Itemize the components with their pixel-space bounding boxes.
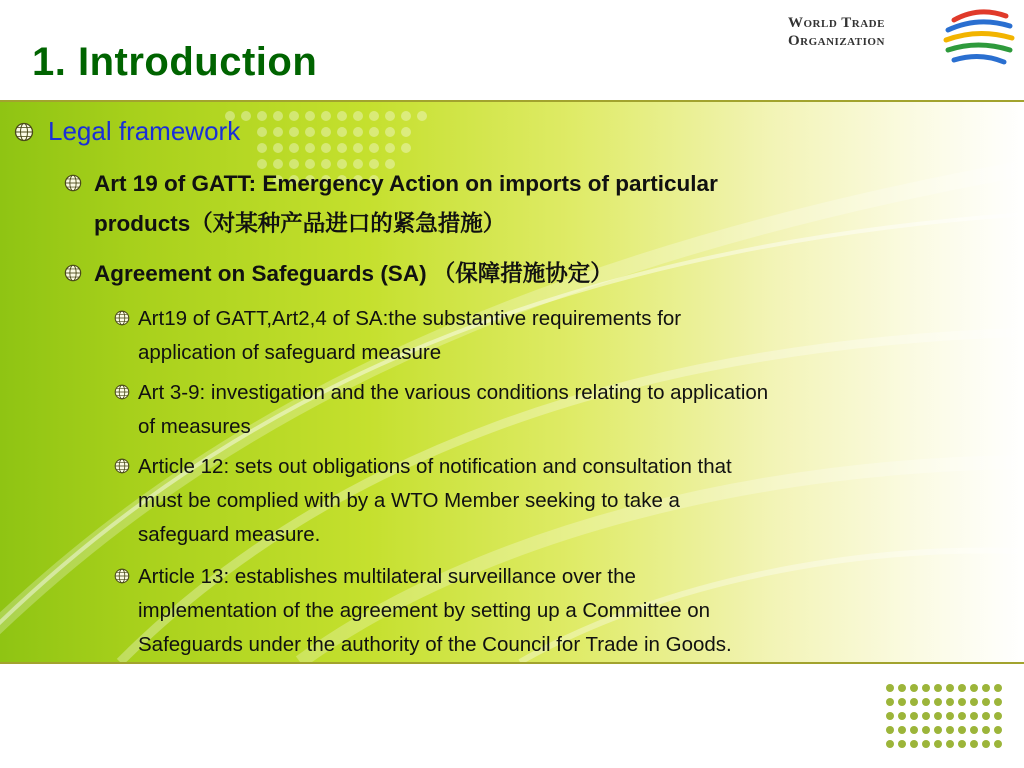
level3-item-3-line3: safeguard measure. — [138, 523, 321, 546]
wto-logo-text — [788, 14, 885, 50]
level1-heading: Legal framework — [48, 116, 241, 146]
globe-bullet-icon — [64, 174, 82, 192]
wto-emblem-icon — [940, 2, 1018, 74]
level2-item-1-line2: products（对某种产品进口的紧急措施） — [94, 211, 506, 236]
globe-bullet-icon — [64, 264, 82, 282]
level3-item-1-line2: application of safeguard measure — [138, 341, 442, 364]
slide-content — [0, 102, 1024, 662]
globe-bullet-icon — [114, 458, 130, 474]
level3-item-2-line1: Art 3-9: investigation and the various conditions relating to application — [138, 381, 769, 404]
globe-bullet-icon — [14, 122, 34, 142]
level3-item-4-line2: implementation of the agreement by setting up a Committee on — [138, 599, 711, 622]
corner-dot-pattern — [884, 682, 1014, 752]
level3-item-3-line1: Article 12: sets out obligations of notification and consultation that — [138, 455, 732, 478]
globe-bullet-icon — [114, 384, 130, 400]
globe-bullet-icon — [114, 568, 130, 584]
level3-item-3-line2: must be complied with by a WTO Member seeking to take a — [138, 489, 680, 512]
wto-logo-line1: World Trade — [788, 15, 885, 31]
level2-item-2-line1: Agreement on Safeguards (SA) （保障措施协定） — [94, 261, 613, 286]
slide-title: 1. Introduction — [32, 40, 318, 84]
level3-item-4-line1: Article 13: establishes multilateral surveillance over the — [138, 565, 636, 588]
level3-item-1-line1: Art19 of GATT,Art2,4 of SA:the substantive requirements for — [138, 307, 682, 330]
level3-item-2-line2: of measures — [138, 415, 251, 438]
level3-item-4-line3: Safeguards under the authority of the Council for Trade in Goods. — [138, 633, 732, 656]
level2-item-1-line1: Art 19 of GATT: Emergency Action on imports of particular — [94, 171, 718, 196]
wto-logo — [788, 2, 1018, 82]
wto-logo-line2: Organization — [788, 33, 885, 49]
globe-bullet-icon — [114, 310, 130, 326]
content-band — [0, 100, 1024, 664]
